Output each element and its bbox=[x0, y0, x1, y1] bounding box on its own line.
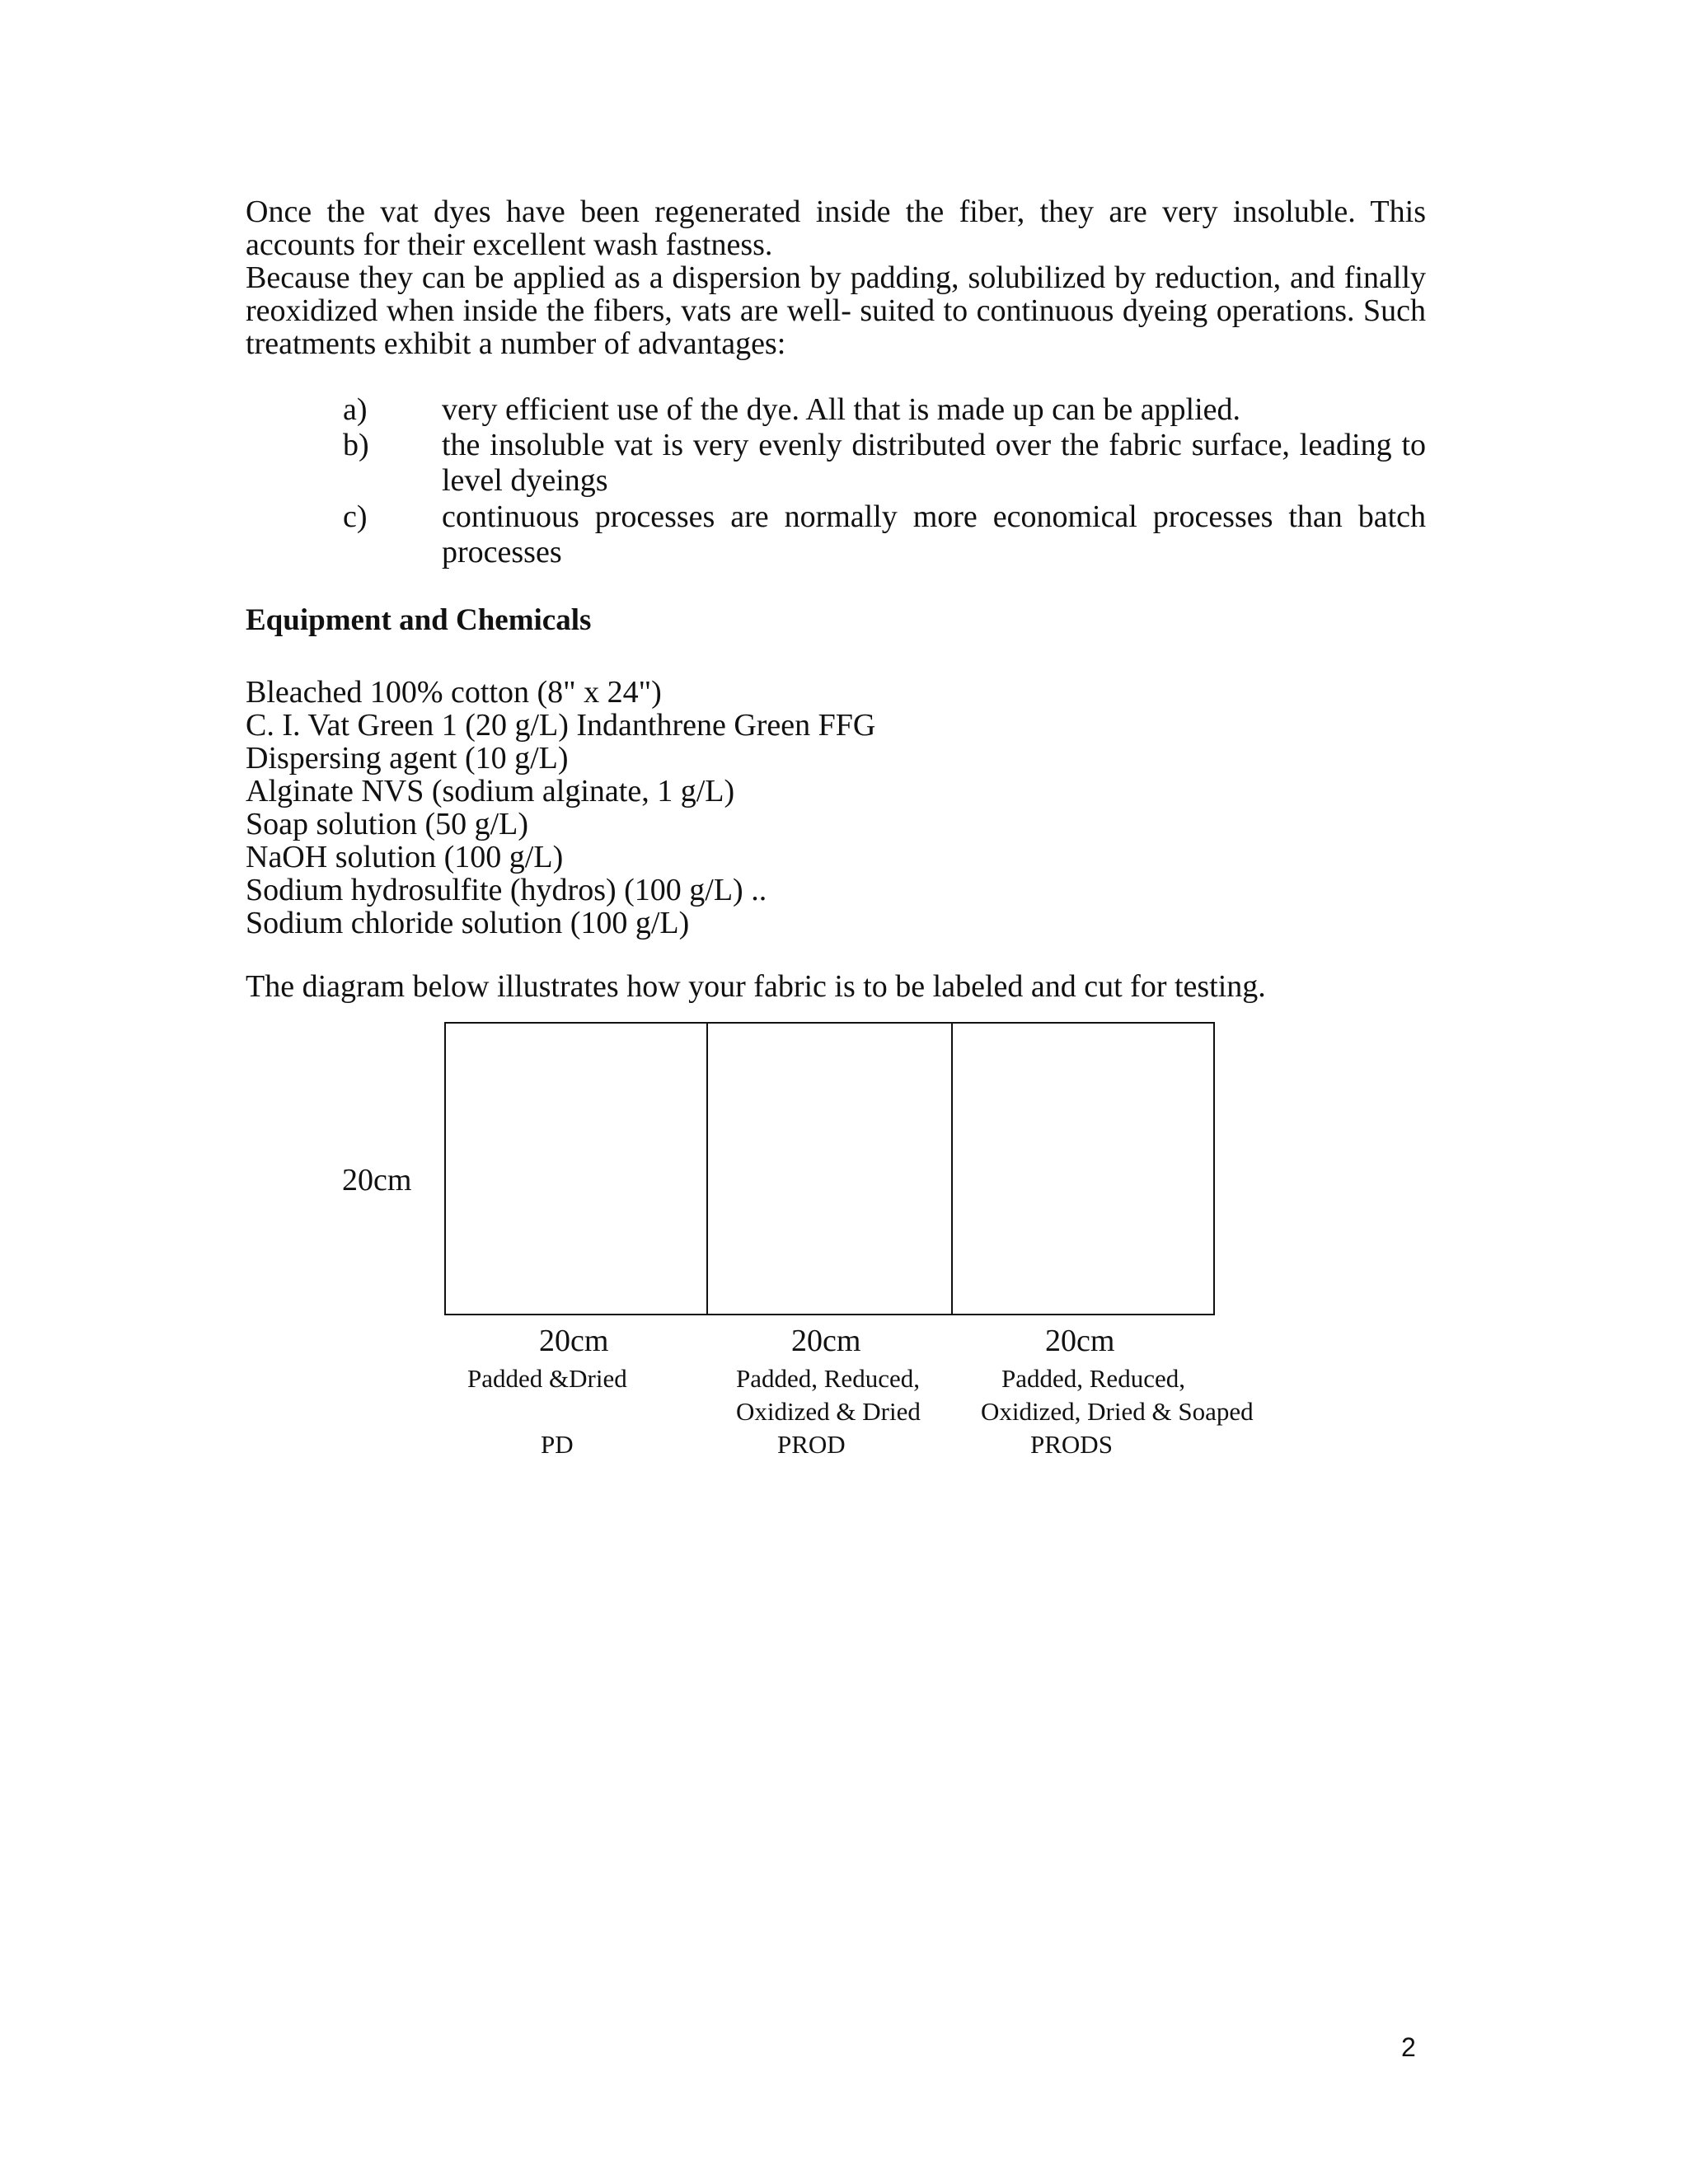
intro-paragraph-1: Once the vat dyes have been regenerated inside the fiber, they are very insoluble. This accounts for their excellent wash fastness. bbox=[246, 194, 1426, 262]
width-dimension-label: 20cm bbox=[1045, 1324, 1115, 1358]
list-text: very efficient use of the dye. All that is made up can be applied. bbox=[442, 392, 1241, 427]
chemical-item: Bleached 100% cotton (8" x 24") bbox=[246, 675, 662, 710]
section-caption: Padded, Reduced, bbox=[1001, 1364, 1185, 1393]
list-marker: b) bbox=[343, 428, 369, 462]
section-caption: Oxidized & Dried bbox=[736, 1397, 921, 1426]
section-code: PD bbox=[541, 1430, 574, 1459]
fabric-section-prods bbox=[951, 1022, 1215, 1315]
page-number: 2 bbox=[1401, 2032, 1416, 2062]
chemical-item: Alginate NVS (sodium alginate, 1 g/L) bbox=[246, 774, 735, 808]
diagram-intro: The diagram below illustrates how your fabric is to be labeled and cut for testing. bbox=[246, 969, 1266, 1004]
chemical-item: Soap solution (50 g/L) bbox=[246, 807, 529, 841]
chemical-item: C. I. Vat Green 1 (20 g/L) Indanthrene Green FFG bbox=[246, 708, 876, 743]
fabric-section-pd bbox=[444, 1022, 708, 1315]
section-caption: Padded &Dried bbox=[467, 1364, 627, 1393]
list-marker: a) bbox=[343, 392, 368, 427]
chemical-item: NaOH solution (100 g/L) bbox=[246, 840, 564, 874]
height-dimension-label: 20cm bbox=[342, 1163, 412, 1197]
list-text: the insoluble vat is very evenly distributed over the fabric surface, leading to level dyeings bbox=[442, 428, 1426, 498]
list-text: continuous processes are normally more economical processes than batch processes bbox=[442, 499, 1426, 569]
intro-paragraph-2: Because they can be applied as a dispersion by padding, solubilized by reduction, and finally reoxidized when inside the fibers, vats are well- suited to continuous dyeing operations. Such treatments exhibit a number of advantages: bbox=[246, 260, 1426, 361]
chemical-item: Sodium hydrosulfite (hydros) (100 g/L) .. bbox=[246, 873, 767, 907]
width-dimension-label: 20cm bbox=[539, 1324, 609, 1358]
list-marker: c) bbox=[343, 499, 368, 534]
width-dimension-label: 20cm bbox=[791, 1324, 861, 1358]
chemical-item: Dispersing agent (10 g/L) bbox=[246, 741, 569, 776]
section-code: PRODS bbox=[1030, 1430, 1113, 1459]
chemical-item: Sodium chloride solution (100 g/L) bbox=[246, 906, 690, 940]
section-heading: Equipment and Chemicals bbox=[246, 603, 592, 637]
section-caption: Padded, Reduced, bbox=[736, 1364, 920, 1393]
section-code: PROD bbox=[777, 1430, 846, 1459]
fabric-section-prod bbox=[706, 1022, 953, 1315]
section-caption: Oxidized, Dried & Soaped bbox=[981, 1397, 1254, 1426]
